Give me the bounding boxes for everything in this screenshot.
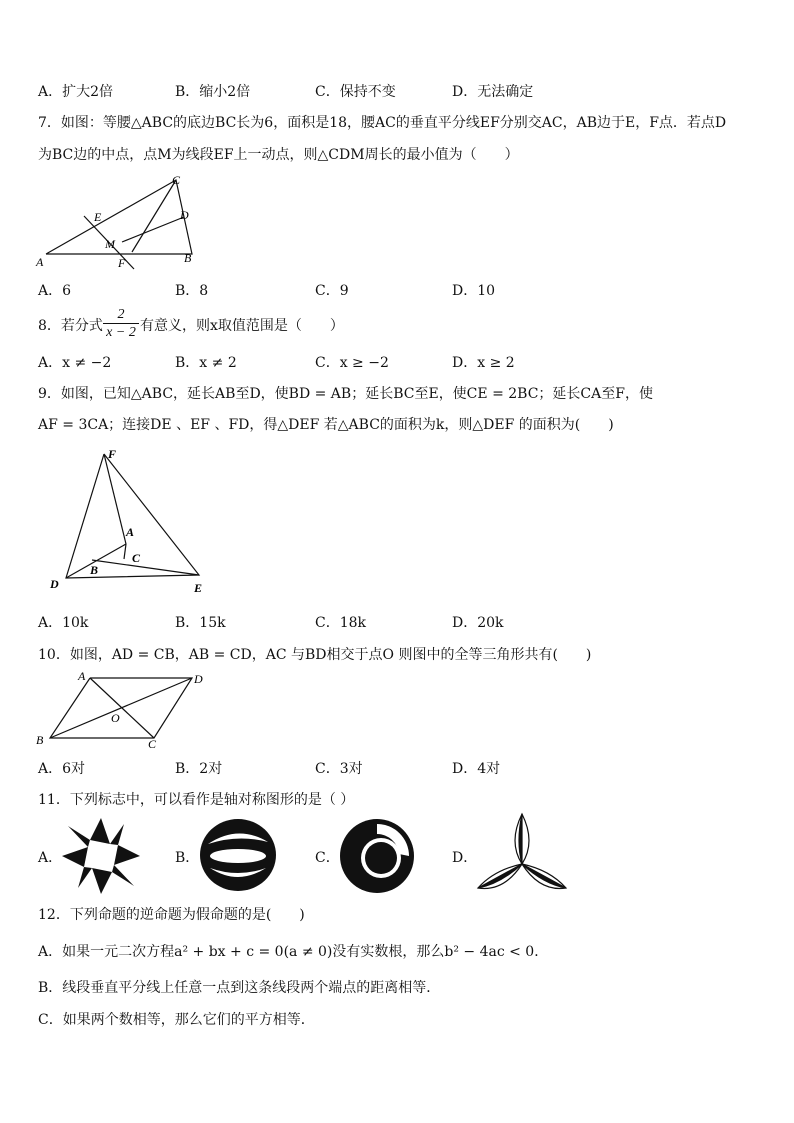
q10-figure — [34, 668, 214, 752]
q8-option-b: B．x ≠ 2 — [175, 355, 237, 371]
q9-option-d: D．20k — [452, 615, 504, 631]
q7-label-d: D — [180, 208, 189, 222]
q8-option-d: D．x ≥ 2 — [452, 355, 515, 371]
q10-option-a: A．6对 — [38, 761, 86, 777]
q7-label-c: C — [172, 173, 181, 187]
q7-option-c: C．9 — [315, 283, 349, 299]
q11-option-d-letter: D． — [452, 850, 478, 866]
q12-option-a: A．如果一元二次方程a² + bx + c = 0(a ≠ 0)没有实数根，那么b² − 4ac < 0． — [38, 944, 549, 960]
q11-logo-c-icon — [337, 816, 417, 896]
q11-logo-a-icon — [60, 816, 142, 896]
q7-label-e: E — [94, 210, 102, 224]
q8-denominator: x − 2 — [103, 323, 139, 342]
q7-option-d: D．10 — [452, 283, 496, 299]
q12-option-c: C．如果两个数相等，那么它们的平方相等． — [38, 1012, 315, 1028]
q11-stem: 11．下列标志中，可以看作是轴对称图形的是（ ） — [38, 792, 355, 808]
q7-option-a: A．6 — [38, 283, 72, 299]
q7-stem-line1: 7．如图：等腰△ABC的底边BC长为6，面积是18，腰AC的垂直平分线EF分别交AC，AB边于E，F点．若点D — [38, 115, 727, 131]
q8-numerator: 2 — [117, 307, 125, 322]
q7-figure — [34, 172, 204, 272]
q7-stem-line2: 为BC边的中点，点M为线段EF上一动点，则△CDM周长的最小值为（ ） — [38, 147, 519, 163]
q9-option-a: A．10k — [38, 615, 89, 631]
q8-prefix: 8．若分式 — [38, 318, 103, 334]
q6-option-c: C．保持不变 — [315, 84, 396, 100]
q9-label-f: F — [108, 447, 117, 461]
q10-option-b: B．2对 — [175, 761, 223, 777]
q11-option-c-letter: C． — [315, 850, 340, 866]
q9-stem-line2: AF = 3CA；连接DE 、EF 、FD，得△DEF 若△ABC的面积为k，则△DEF 的面积为( ) — [38, 417, 614, 433]
q6-option-b: B．缩小2倍 — [175, 84, 251, 100]
q11-logo-d-icon — [474, 812, 570, 898]
q9-stem-line1: 9．如图，已知△ABC，延长AB至D，使BD = AB；延长BC至E，使CE = 2BC；延长CA至F，使 — [38, 386, 653, 402]
q11-logo-b-icon — [198, 816, 278, 894]
q8-suffix: 有意义，则x取值范围是（ ） — [140, 318, 344, 334]
q9-option-c: C．18k — [315, 615, 367, 631]
q10-label-d: D — [194, 672, 203, 686]
q7-option-b: B．8 — [175, 283, 209, 299]
q6-option-a: A．扩大2倍 — [38, 84, 114, 100]
q11-option-b-letter: B． — [175, 850, 200, 866]
q7-label-a: A — [36, 255, 44, 269]
q8-option-c: C．x ≥ −2 — [315, 355, 389, 371]
q10-stem: 10．如图，AD = CB，AB = CD，AC 与BD相交于点O 则图中的全等三角形共有( ) — [38, 647, 592, 663]
q10-label-b: B — [36, 733, 44, 747]
q9-figure — [44, 444, 214, 594]
q10-label-a: A — [78, 669, 86, 683]
q10-option-d: D．4对 — [452, 761, 501, 777]
q10-label-c: C — [148, 737, 157, 751]
q12-stem: 12．下列命题的逆命题为假命题的是( ) — [38, 907, 305, 923]
q7-label-b: B — [184, 251, 192, 265]
q10-option-c: C．3对 — [315, 761, 363, 777]
q9-label-e: E — [194, 581, 203, 594]
q9-label-b: B — [90, 563, 99, 577]
q6-option-d: D．无法确定 — [452, 84, 534, 100]
q9-option-b: B．15k — [175, 615, 226, 631]
q9-label-a: A — [126, 525, 135, 539]
q11-option-a-letter: A． — [38, 850, 63, 866]
q8-fraction — [103, 306, 139, 342]
q7-label-m: M — [105, 237, 115, 251]
q8-option-a: A．x ≠ −2 — [38, 355, 112, 371]
q9-label-d: D — [50, 577, 59, 591]
q9-label-c: C — [132, 551, 141, 565]
q10-label-o: O — [111, 711, 120, 725]
q12-option-b: B．线段垂直平分线上任意一点到这条线段两个端点的距离相等． — [38, 980, 441, 996]
q7-label-f: F — [118, 256, 126, 270]
